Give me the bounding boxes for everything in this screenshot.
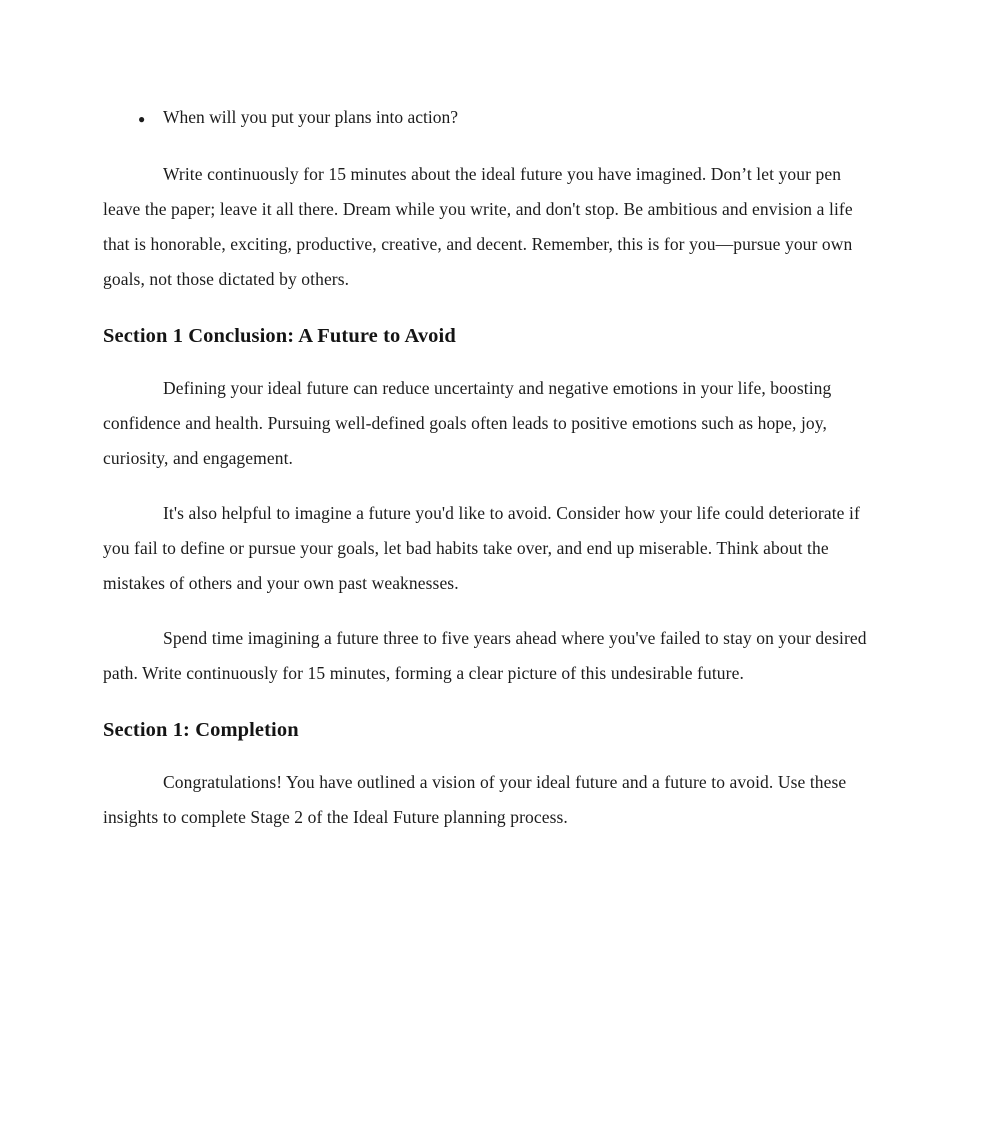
paragraph-spend-time-imagining: Spend time imagining a future three to five years ahead where you've failed to stay on your desired path. Write continuously for 15 minutes, forming a clear picture of this undesirable future. <box>103 628 867 683</box>
bullet-list <box>103 100 881 137</box>
paragraph-defining-ideal-future: Defining your ideal future can reduce uncertainty and negative emotions in your life, boosting confidence and health. Pursuing well-defined goals often leads to positive emotions such as hope, joy, curiosity, and engagement. <box>103 378 832 468</box>
list-item-text: When will you put your plans into action? <box>163 107 459 127</box>
list-item <box>103 100 881 137</box>
heading-section1-completion: Section 1: Completion <box>103 719 299 741</box>
bullet-icon: ● <box>138 112 146 126</box>
heading-section1-conclusion: Section 1 Conclusion: A Future to Avoid <box>103 325 456 347</box>
paragraph-future-to-avoid: It's also helpful to imagine a future you'd like to avoid. Consider how your life could deteriorate if you fail to define or pursue your goals, let bad habits take over, and end up miserable. Think about the mistakes of others and your own past weaknesses. <box>103 503 860 593</box>
paragraph-write-continuously: Write continuously for 15 minutes about the ideal future you have imagined. Don’t let your pen leave the paper; leave it all there. Dream while you write, and don't stop. Be ambitious and envision a life that is honorable, exciting, productive, creative, and decent. Remember, this is for you—pursue your own goals, not those dictated by others. <box>103 164 853 289</box>
paragraph-congratulations: Congratulations! You have outlined a vision of your ideal future and a future to avoid. Use these insights to complete Stage 2 of the Ideal Future planning process. <box>103 772 847 827</box>
